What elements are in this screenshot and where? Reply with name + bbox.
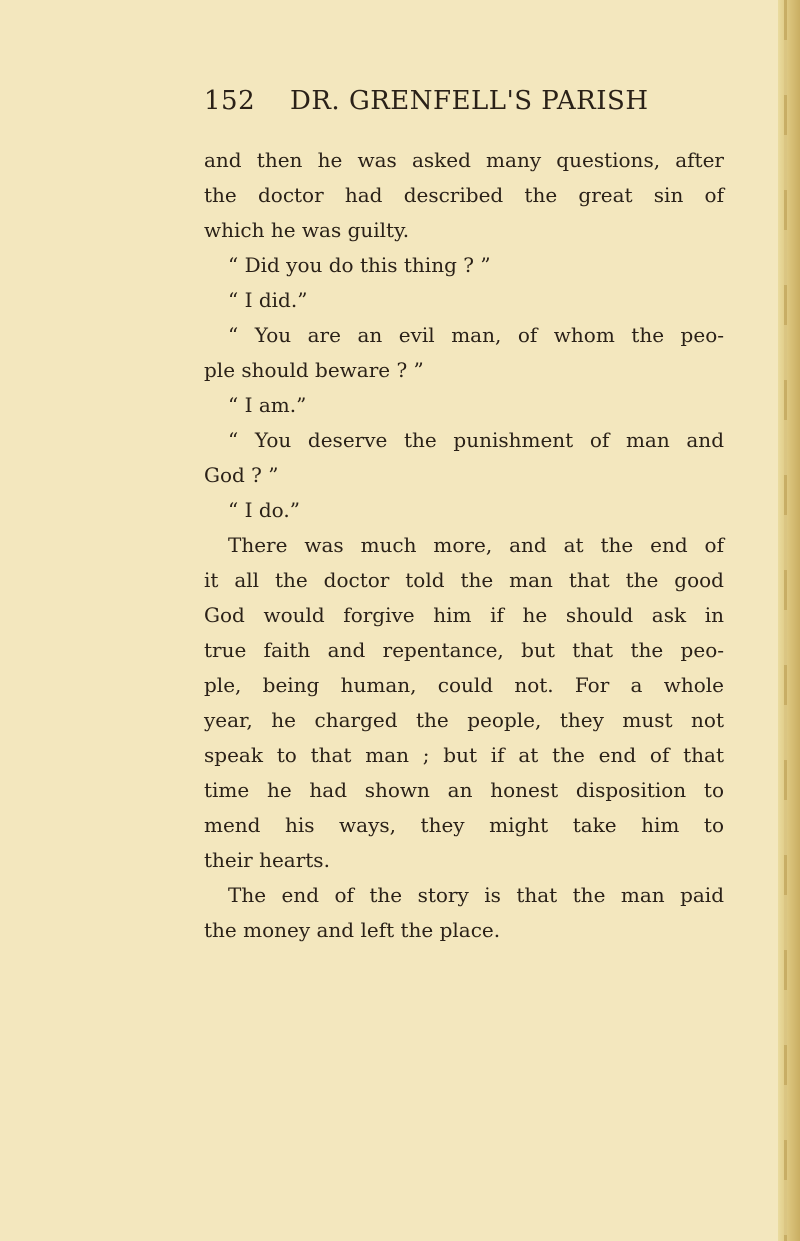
page-edge [778,0,800,1241]
text-line: year, he charged the people, they must not [204,708,724,732]
text-line: The end of the story is that the man paid [228,883,724,907]
body-text [204,143,724,948]
text-line: true faith and repentance, but that the peo- [204,638,724,662]
text-line: time he had shown an honest disposition to [204,778,724,802]
text-line: “ I did.” [228,288,308,312]
running-title: DR. GRENFELL'S PARISH [290,86,649,116]
text-line: the doctor had described the great sin of [204,183,724,207]
text-line: “ You deserve the punishment of man and [228,428,724,452]
text-line: which he was guilty. [204,218,410,242]
text-line: ple should beware ? ” [204,358,424,382]
text-line: their hearts. [204,848,330,872]
text-line: it all the doctor told the man that the good [204,568,724,592]
text-line: “ Did you do this thing ? ” [228,253,491,277]
text-line: and then he was asked many questions, after [204,148,724,172]
text-line: There was much more, and at the end of [228,533,724,557]
text-line: God ? ” [204,463,279,487]
text-line: God would forgive him if he should ask in [204,603,724,627]
text-line: speak to that man ; but if at the end of that [204,743,724,767]
text-line: the money and left the place. [204,918,501,942]
text-line: mend his ways, they might take him to [204,813,724,837]
text-line: “ I am.” [228,393,307,417]
running-head [204,86,724,126]
text-line: “ I do.” [228,498,300,522]
page-number: 152 [204,86,256,116]
text-line: “ You are an evil man, of whom the peo- [228,323,724,347]
text-line: ple, being human, could not. For a whole [204,673,724,697]
